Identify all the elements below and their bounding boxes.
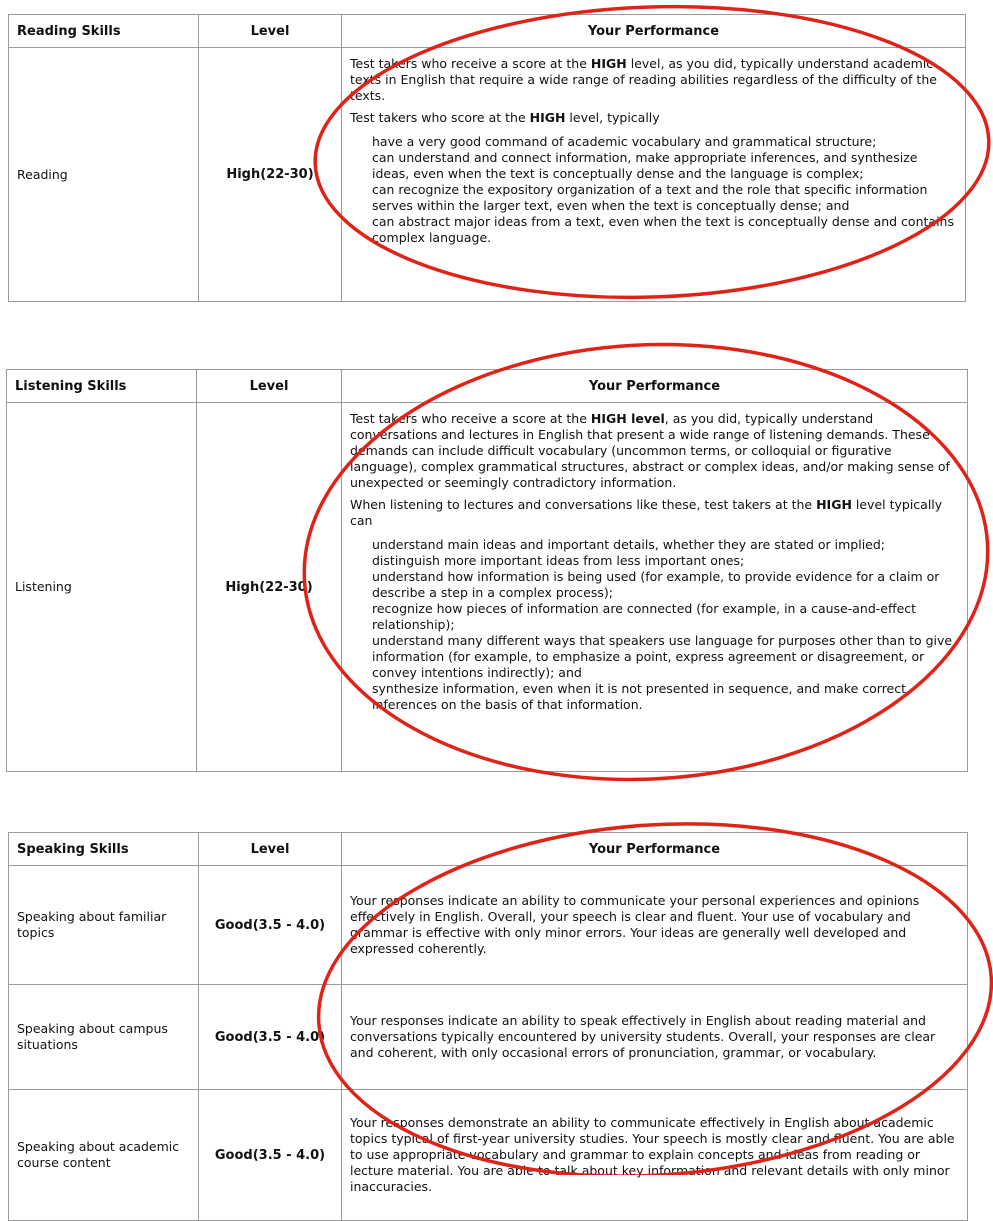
reading-skills-table	[8, 14, 966, 302]
list-item: can understand and connect information, make appropriate inferences, and synthesize ideas, even when the text is conceptually dense and the language is complex;	[372, 150, 918, 181]
skill-name: Speaking about campus situations	[9, 985, 199, 1090]
list-item: understand many different ways that speakers use language for purposes other than to give information (for example, to emphasize a point, express agreement or disagreement, or convey intentions indirectly); and	[372, 633, 953, 680]
intro-paragraph: Test takers who receive a score at the HIGH level, as you did, typically understand conversations and lectures in English that present a wide range of listening demands. These demands can include difficult vocabulary (uncommon terms, or colloquial or figurative language), complex grammatical structures, abstract or complex ideas, and/or making sense of unexpected or seemingly contradictory information.	[350, 411, 950, 490]
table-row	[9, 48, 966, 302]
listening-skills-table	[6, 369, 968, 772]
table-header-row	[9, 833, 968, 866]
performance-description: Your responses demonstrate an ability to communicate effectively in English about academic topics typical of first-year university studies. Your speech is mostly clear and fluent. You are able to use appropriate vocabulary and grammar to explain concepts and ideas from reading or lecture material. You are able to talk about key information and relevant details with only minor inaccuracies.	[342, 1090, 968, 1221]
skill-name: Reading	[9, 48, 199, 302]
performance-description: Your responses indicate an ability to speak effectively in English about reading material and conversations typically encountered by university students. Overall, your responses are clear and coherent, with only occasional errors of pronunciation, grammar, or vocabulary.	[342, 985, 968, 1090]
score-level: High(22-30)	[199, 48, 342, 302]
performance-column-header: Your Performance	[342, 370, 968, 403]
list-item: distinguish more important ideas from less important ones;	[372, 553, 745, 568]
list-item: recognize how pieces of information are connected (for example, in a cause-and-effect relationship);	[372, 601, 917, 632]
performance-column-header: Your Performance	[342, 833, 968, 866]
ability-list	[350, 134, 957, 246]
list-item: understand main ideas and important details, whether they are stated or implied;	[372, 537, 886, 552]
performance-description	[342, 48, 966, 302]
level-column-header: Level	[199, 15, 342, 48]
level-column-header: Level	[197, 370, 342, 403]
skill-name: Speaking about familiar topics	[9, 866, 199, 985]
score-level: Good(3.5 - 4.0)	[199, 1090, 342, 1221]
score-level: High(22-30)	[197, 403, 342, 772]
intro-paragraph: Test takers who receive a score at the HIGH level, as you did, typically understand academic texts in English that require a wide range of reading abilities regardless of the difficulty of the texts.	[350, 56, 937, 103]
list-item: understand how information is being used (for example, to provide evidence for a claim or describe a step in a complex process);	[372, 569, 940, 600]
ability-list	[350, 537, 959, 713]
list-item: synthesize information, even when it is not presented in sequence, and make correct inferences on the basis of that information.	[372, 681, 907, 712]
list-item: can abstract major ideas from a text, even when the text is conceptually dense and contains complex language.	[372, 214, 954, 245]
table-row	[7, 403, 968, 772]
performance-column-header: Your Performance	[342, 15, 966, 48]
lead-paragraph: When listening to lectures and conversations like these, test takers at the HIGH level typically can	[350, 497, 943, 528]
speaking-skills-table	[8, 832, 968, 1221]
table-header-row	[9, 15, 966, 48]
skill-name: Listening	[7, 403, 197, 772]
table-row	[9, 866, 968, 985]
performance-description: Your responses indicate an ability to communicate your personal experiences and opinions effectively in English. Overall, your speech is clear and fluent. Your use of vocabulary and grammar is effective with only minor errors. Your ideas are generally well developed and expressed coherently.	[342, 866, 968, 985]
table-header-row	[7, 370, 968, 403]
skill-name: Speaking about academic course content	[9, 1090, 199, 1221]
performance-description	[342, 403, 968, 772]
skill-column-header: Speaking Skills	[9, 833, 199, 866]
skill-column-header: Reading Skills	[9, 15, 199, 48]
table-row	[9, 1090, 968, 1221]
score-level: Good(3.5 - 4.0)	[199, 985, 342, 1090]
skill-column-header: Listening Skills	[7, 370, 197, 403]
lead-paragraph: Test takers who score at the HIGH level, typically	[350, 110, 660, 125]
list-item: have a very good command of academic vocabulary and grammatical structure;	[372, 134, 877, 149]
table-row	[9, 985, 968, 1090]
list-item: can recognize the expository organization of a text and the role that specific information serves within the larger text, even when the text is conceptually dense; and	[372, 182, 928, 213]
score-level: Good(3.5 - 4.0)	[199, 866, 342, 985]
level-column-header: Level	[199, 833, 342, 866]
